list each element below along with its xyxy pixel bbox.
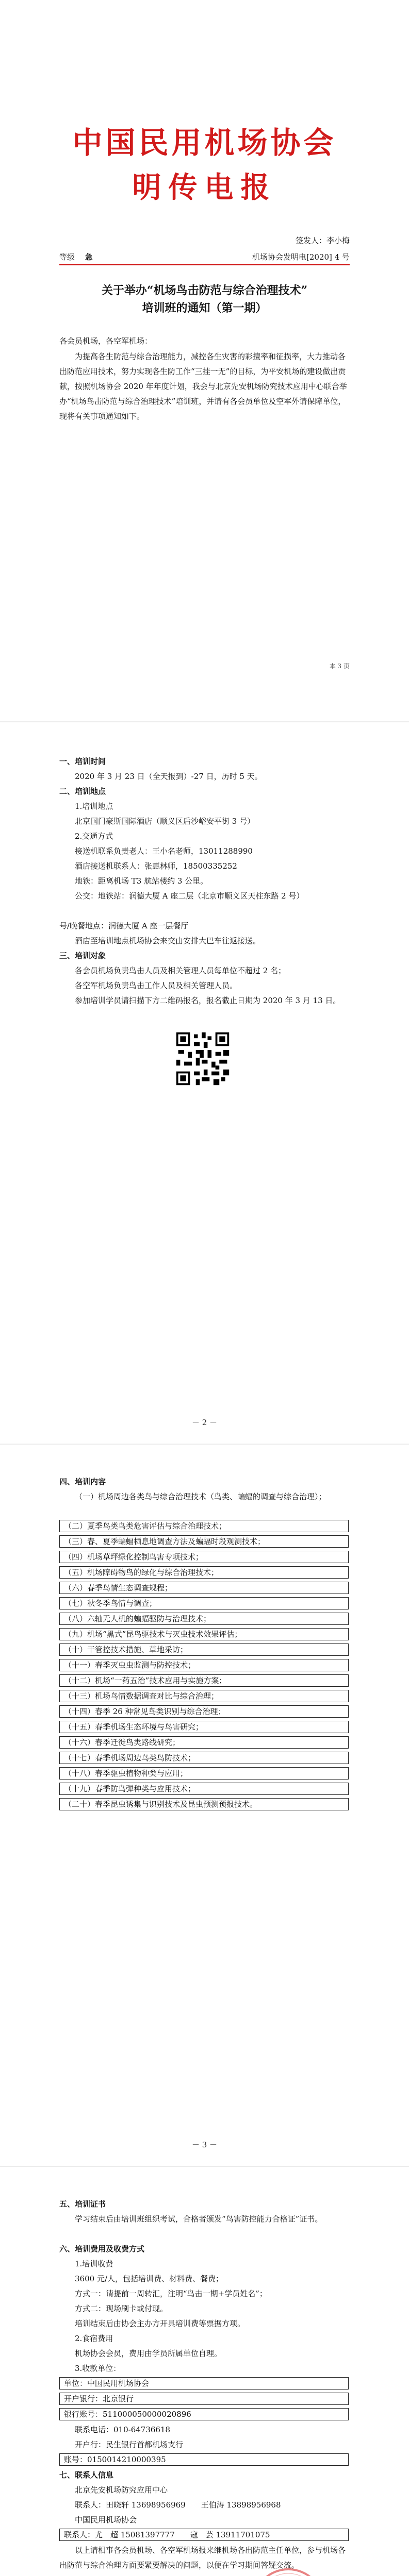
section-3-heading: 三、培训对象 xyxy=(59,951,106,960)
meal-text: 机场协会会员，费用由学员所属单位自理。 xyxy=(75,2349,222,2358)
contact-2: 酒店接送机联系人：张惠林师，18500335252 xyxy=(75,861,237,871)
content-item-9: （九）机场“黑式”昆鸟驱技术与灭虫技术效果评估； xyxy=(59,1628,349,1640)
doc-meta xyxy=(59,251,350,262)
account-line-5: 开户行：民生银行首都机场支行 xyxy=(75,2440,184,2449)
content-item-5: （五）机场障碍物鸟的绿化与综合治理技术； xyxy=(59,1566,349,1579)
page-mark: 本 3 页 xyxy=(329,663,350,670)
content-item-15: （十五）春季机场生态环境与鸟害研究； xyxy=(59,1721,349,1733)
doc-number: 机场协会发明电[2020] 4 号 xyxy=(252,252,350,262)
pay-method-1: 方式一：请提前一周转汇，注明“鸟击一期+学员姓名”； xyxy=(75,2289,267,2298)
account-line-4: 联系电话：010-64736618 xyxy=(75,2425,171,2434)
content-item-4: （四）机场草坪绿化控制鸟害专项技术； xyxy=(59,1551,349,1563)
signer: 签发人：李小梅 xyxy=(295,236,350,245)
content-item-7: （七）秋冬季鸟情与调查； xyxy=(59,1597,349,1609)
content-item-1: （一）机场周边各类鸟与综合治理技术（鸟类、蝙蝠的调查与综合治理）； xyxy=(75,1492,326,1501)
traffic-1: 地铁：距离机场 T3 航站楼约 3 公里。 xyxy=(75,876,208,886)
contact-people-2: 联系人：尤 超 15081397777 寇 芸 13911701075 xyxy=(59,2529,349,2541)
section-1-heading: 一、培训时间 xyxy=(59,757,106,766)
red-rule xyxy=(59,264,350,265)
place-heading: 1.培训地点 xyxy=(75,802,113,811)
content-item-20: （二十）春季昆虫诱集与识别技术及昆虫预测预报技术。 xyxy=(59,1798,349,1810)
traffic-3: 号/晚餐地点：润德大厦 A 座一层餐厅 xyxy=(59,921,189,930)
pay-note: 培训结束后由协会主办方开具培训费等票据方项。 xyxy=(75,2319,246,2328)
account-line-2: 开户银行：北京银行 xyxy=(59,2393,349,2405)
contact-org-2: 中国民用机场协会 xyxy=(75,2515,137,2524)
contact-people-1: 联系人：田晓轩 13698956969 王伯涛 13898956968 xyxy=(75,2500,281,2510)
contact-1: 接送机联系负责老人：王小名老师，13011288990 xyxy=(75,846,253,856)
content-item-14: （十四）春季 26 种常见鸟类识别与综合治理； xyxy=(59,1705,349,1718)
pay-method-2: 方式二：现场刷卡或付现。 xyxy=(75,2304,168,2313)
doc-type: 明传电报 xyxy=(132,171,277,205)
section-1-text: 2020 年 3 月 23 日（全天报到）-27 日，历时 5 天。 xyxy=(75,772,263,781)
section-7-heading: 七、联系人信息 xyxy=(59,2470,114,2480)
fee-text: 3600 元/人，包括培训费、材料费、餐费； xyxy=(75,2274,223,2283)
section-5-text: 学习结束后由培训班组织考试，合格者颁发“鸟害防控能力合格证”证书。 xyxy=(75,2214,323,2224)
org-name: 中国民用机场协会 xyxy=(72,125,337,160)
doc-title-1: 关于举办“机场鸟击防范与综合治理技术” xyxy=(101,284,308,297)
content-item-2: （二）夏季鸟类鸟类危害评估与综合治理技术； xyxy=(59,1520,349,1532)
page-number-3: － 3 － xyxy=(191,2140,218,2149)
content-item-17: （十七）春季机场周边鸟类鸟防技术； xyxy=(59,1752,349,1764)
content-item-11: （十一）春季灭虫虫监测与防控技术； xyxy=(59,1659,349,1671)
salutation: 各会员机场，各空军机场： xyxy=(59,336,153,346)
intro-paragraph: 为提高各生防范与综合治理能力，减控各生灾害的彩擅率和征损率，大力推动各出防范应用技术，努力实现各生防工作“三挂一无”的目标，为平安机场的建设做出贡献，按照机场协会 2020 年年度计划，我会与北京先安机场防究技术应用中心联合举办“机场鸟击防范与综合治理技术”培训班，并请有各会员单位及空军外请保障单位，现将有关事项通知如下。 xyxy=(59,352,347,421)
contact-org-1: 北京先安机场防究应用中心 xyxy=(75,2485,168,2495)
section-4-heading: 四、培训内容 xyxy=(59,1477,106,1486)
content-item-18: （十八）春季驱虫植物种类与应用； xyxy=(59,1767,349,1780)
target-2: 各空军机场负责鸟击工作人员及相关管理人员。 xyxy=(75,981,238,990)
account-line-1: 单位：中国民用机场协会 xyxy=(59,2377,349,2389)
content-item-6: （六）春季鸟情生态调查规程； xyxy=(59,1582,349,1594)
content-item-13: （十三）机场鸟情数据调查对比与综合治理； xyxy=(59,1690,349,1702)
meal-heading: 2.食宿费用 xyxy=(75,2334,113,2343)
traffic-2: 公交：地铁站：润德大厦 A 座二层（北京市顺义区天柱东路 2 号） xyxy=(75,891,304,901)
section-2-heading: 二、培训地点 xyxy=(59,787,106,796)
content-item-12: （十二）机场“一药五治”技术应用与实施方案； xyxy=(59,1674,349,1687)
signup-qr-code[interactable] xyxy=(174,1030,231,1087)
page-1 xyxy=(0,0,409,722)
section-5-heading: 五、培训证书 xyxy=(59,2199,106,2209)
content-item-3: （三）春、夏季蝙蝠栖息地调查方法及蝙蝠时段观测技术； xyxy=(59,1535,349,1548)
closing-paragraph: 以上请相事各会员机场、各空军机场报来继机场各出防范主任单位，参与机场各出防范与综合治理方面要紧要解决的问题，以便在学习期间答疑交流。 xyxy=(59,2546,346,2570)
doc-title-2: 培训班的通知（第一期） xyxy=(142,301,267,315)
target-1: 各会员机场负责鸟击人员及相关管理人员每单位不超过 2 名； xyxy=(75,966,286,975)
content-item-16: （十六）春季迁徙鸟类路线研究； xyxy=(59,1736,349,1749)
content-item-10: （十）干管控技术措施、草地采访； xyxy=(59,1643,349,1656)
traffic-heading: 2.交通方式 xyxy=(75,832,113,841)
hotel-address: 北京国门豪斯国际酒店（顺义区后沙峪安平街 3 号） xyxy=(75,817,255,826)
traffic-4-visible: 酒店至培训地点机场协会来交由安排大巴车往返接送。 xyxy=(75,936,261,945)
grade-value: 急 xyxy=(85,252,93,262)
account-number: 账号：0150014210000395 xyxy=(59,2453,349,2466)
content-item-19: （十九）春季防鸟弹种类与应用技术； xyxy=(59,1783,349,1795)
content-item-8: （八）六轴无人机的蝙蝠驱防与治理技术； xyxy=(59,1613,349,1625)
fee-heading: 1.培训收费 xyxy=(75,2259,113,2268)
account-line-3: 银行账号：511000050000020896 xyxy=(59,2408,349,2420)
grade-label: 等级 xyxy=(59,252,75,262)
account-heading: 3.收款单位： xyxy=(75,2364,121,2373)
target-3: 参加培训学员请扫描下方二维码报名，报名截止日期为 2020 年 3 月 13 日。 xyxy=(75,996,341,1005)
page-number-2: － 2 － xyxy=(191,1418,218,1427)
official-seal xyxy=(250,2566,327,2576)
section-6-heading: 六、培训费用及收费方式 xyxy=(59,2244,145,2253)
